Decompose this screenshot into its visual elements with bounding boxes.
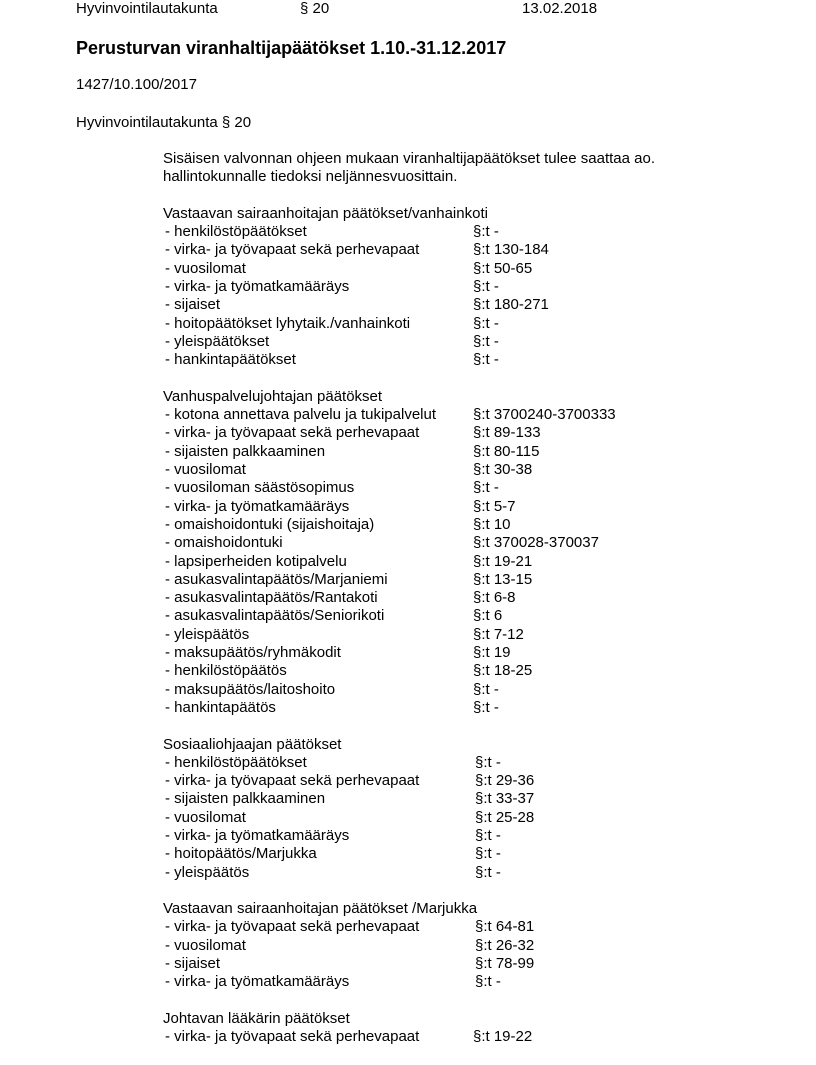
decision-paragraphs: §:t 19 [473, 644, 511, 662]
decision-paragraphs: §:t 30-38 [473, 461, 533, 479]
decision-row [163, 772, 803, 790]
decision-label: - henkilöstöpäätökset [165, 753, 307, 771]
decision-paragraphs: §:t 64-81 [475, 918, 535, 936]
decision-row [163, 790, 803, 808]
decision-paragraphs: §:t 370028-370037 [473, 534, 599, 552]
decision-section [163, 205, 803, 370]
decision-label: - asukasvalintapäätös/Marjaniemi [165, 570, 388, 588]
decision-label: - virka- ja työvapaat sekä perhevapaat [165, 918, 420, 936]
decision-paragraphs: §:t - [473, 314, 499, 332]
decision-paragraphs: §:t - [475, 973, 501, 991]
decision-label: - sijaiset [165, 296, 221, 314]
decision-row [163, 553, 803, 571]
decision-label: - virka- ja työmatkamääräys [165, 826, 350, 844]
header-section: § 20 [300, 0, 330, 17]
decision-paragraphs: §:t 19-22 [473, 1028, 533, 1046]
decision-label: - omaishoidontuki (sijaishoitaja) [165, 515, 375, 533]
decision-row [163, 918, 803, 936]
decision-label: - sijaisten palkkaaminen [165, 790, 326, 808]
decision-row [163, 296, 803, 314]
decision-paragraphs: §:t - [475, 845, 501, 863]
decision-label: - hankintapäätös [165, 698, 276, 716]
section-title: Sosiaaliohjaajan päätökset [163, 735, 342, 753]
decision-paragraphs: §:t - [473, 698, 499, 716]
reference-number: 1427/10.100/2017 [76, 76, 197, 93]
decision-row [163, 845, 803, 863]
decision-paragraphs: §:t - [475, 863, 501, 881]
decision-label: - virka- ja työmatkamääräys [165, 973, 350, 991]
decision-section [163, 388, 803, 717]
header-date: 13.02.2018 [522, 0, 598, 17]
decision-row [163, 516, 803, 534]
decision-label: - hankintapäätökset [165, 351, 296, 369]
decision-paragraphs: §:t 7-12 [473, 625, 524, 643]
decision-paragraphs: §:t 33-37 [475, 790, 535, 808]
decision-row [163, 626, 803, 644]
decision-label: - yleispäätös [165, 625, 250, 643]
decision-row [163, 937, 803, 955]
intro-line: hallintokunnalle tiedoksi neljännesvuosittain. [163, 168, 458, 186]
decision-label: - vuosilomat [165, 461, 246, 479]
decision-paragraphs: §:t 6 [473, 607, 503, 625]
decision-row [163, 644, 803, 662]
decision-label: - hoitopäätökset lyhytaik./vanhainkoti [165, 314, 411, 332]
decision-row [163, 1028, 803, 1046]
decision-paragraphs: §:t - [475, 826, 501, 844]
decision-label: - virka- ja työmatkamääräys [165, 278, 350, 296]
decision-label: - virka- ja työvapaat sekä perhevapaat [165, 241, 420, 259]
decision-paragraphs: §:t - [473, 223, 499, 241]
decision-row [163, 498, 803, 516]
decision-paragraphs: §:t 10 [473, 515, 511, 533]
board-reference: Hyvinvointilautakunta § 20 [76, 114, 252, 131]
section-title: Vastaavan sairaanhoitajan päätökset /Marjukka [163, 900, 478, 918]
decision-paragraphs: §:t 80-115 [473, 442, 540, 460]
page-title: Perusturvan viranhaltijapäätökset 1.10.-31.12.2017 [76, 38, 507, 58]
decision-label: - henkilöstöpäätökset [165, 223, 307, 241]
decision-label: - yleispäätökset [165, 332, 270, 350]
decision-label: - asukasvalintapäätös/Rantakoti [165, 589, 378, 607]
decision-label: - virka- ja työvapaat sekä perhevapaat [165, 424, 420, 442]
decision-label: - virka- ja työmatkamääräys [165, 497, 350, 515]
decision-label: - henkilöstöpäätös [165, 662, 287, 680]
decision-row [163, 973, 803, 991]
decision-row [163, 351, 803, 369]
intro-line: Sisäisen valvonnan ohjeen mukaan viranhaltijapäätökset tulee saattaa ao. [163, 150, 655, 167]
decision-label: - vuosilomat [165, 936, 246, 954]
decision-label: - maksupäätös/ryhmäkodit [165, 644, 341, 662]
decision-paragraphs: §:t 50-65 [473, 259, 533, 277]
decision-label: - kotona annettava palvelu ja tukipalvelut [165, 406, 437, 424]
section-title: Johtavan lääkärin päätökset [163, 1009, 350, 1027]
decision-paragraphs: §:t 19-21 [473, 552, 533, 570]
decision-row [163, 699, 803, 717]
decision-paragraphs: §:t 29-36 [475, 772, 535, 790]
decision-row [163, 241, 803, 259]
decision-paragraphs: §:t 89-133 [473, 424, 541, 442]
decision-label: - yleispäätös [165, 863, 250, 881]
decision-row [163, 260, 803, 278]
decision-paragraphs: §:t 18-25 [473, 662, 533, 680]
decision-label: - sijaiset [165, 955, 221, 973]
decision-row [163, 223, 803, 241]
decision-row [163, 315, 803, 333]
decision-row [163, 662, 803, 680]
decision-section [163, 736, 803, 882]
decision-label: - hoitopäätös/Marjukka [165, 845, 317, 863]
decision-row [163, 754, 803, 772]
decision-label: - vuosilomat [165, 808, 246, 826]
document-body [163, 150, 803, 1065]
decision-label: - virka- ja työvapaat sekä perhevapaat [165, 1028, 420, 1046]
header-board: Hyvinvointilautakunta [76, 0, 218, 17]
decision-row [163, 406, 803, 424]
decision-paragraphs: §:t 180-271 [473, 296, 549, 314]
decision-section [163, 900, 803, 991]
decision-row [163, 278, 803, 296]
decision-label: - lapsiperheiden kotipalvelu [165, 552, 347, 570]
decision-row [163, 534, 803, 552]
decision-section [163, 1010, 803, 1047]
section-title: Vastaavan sairaanhoitajan päätökset/vanhainkoti [163, 204, 488, 222]
decision-row [163, 571, 803, 589]
decision-row [163, 333, 803, 351]
decision-row [163, 443, 803, 461]
decision-label: - sijaisten palkkaaminen [165, 442, 326, 460]
decision-sections [163, 205, 803, 1047]
decision-paragraphs: §:t - [473, 351, 499, 369]
decision-paragraphs: §:t 13-15 [473, 570, 533, 588]
decision-paragraphs: §:t 78-99 [475, 955, 535, 973]
decision-paragraphs: §:t - [473, 332, 499, 350]
decision-paragraphs: §:t - [475, 753, 501, 771]
decision-label: - virka- ja työvapaat sekä perhevapaat [165, 772, 420, 790]
decision-row [163, 607, 803, 625]
decision-row [163, 827, 803, 845]
decision-paragraphs: §:t - [473, 479, 499, 497]
decision-paragraphs: §:t 3700240-3700333 [473, 406, 616, 424]
decision-label: - omaishoidontuki [165, 534, 283, 552]
decision-label: - vuosiloman säästösopimus [165, 479, 355, 497]
decision-row [163, 955, 803, 973]
decision-row [163, 589, 803, 607]
decision-paragraphs: §:t 6-8 [473, 589, 516, 607]
decision-paragraphs: §:t 5-7 [473, 497, 516, 515]
decision-row [163, 479, 803, 497]
decision-paragraphs: §:t 130-184 [473, 241, 549, 259]
decision-label: - maksupäätös/laitoshoito [165, 680, 336, 698]
decision-row [163, 864, 803, 882]
decision-row [163, 809, 803, 827]
decision-paragraphs: §:t 26-32 [475, 936, 535, 954]
section-title: Vanhuspalvelujohtajan päätökset [163, 387, 383, 405]
intro-paragraph [163, 150, 803, 187]
decision-paragraphs: §:t - [473, 278, 499, 296]
decision-label: - asukasvalintapäätös/Seniorikoti [165, 607, 385, 625]
decision-row [163, 681, 803, 699]
decision-paragraphs: §:t 25-28 [475, 808, 535, 826]
decision-label: - vuosilomat [165, 259, 246, 277]
decision-paragraphs: §:t - [473, 680, 499, 698]
decision-row [163, 461, 803, 479]
decision-row [163, 424, 803, 442]
